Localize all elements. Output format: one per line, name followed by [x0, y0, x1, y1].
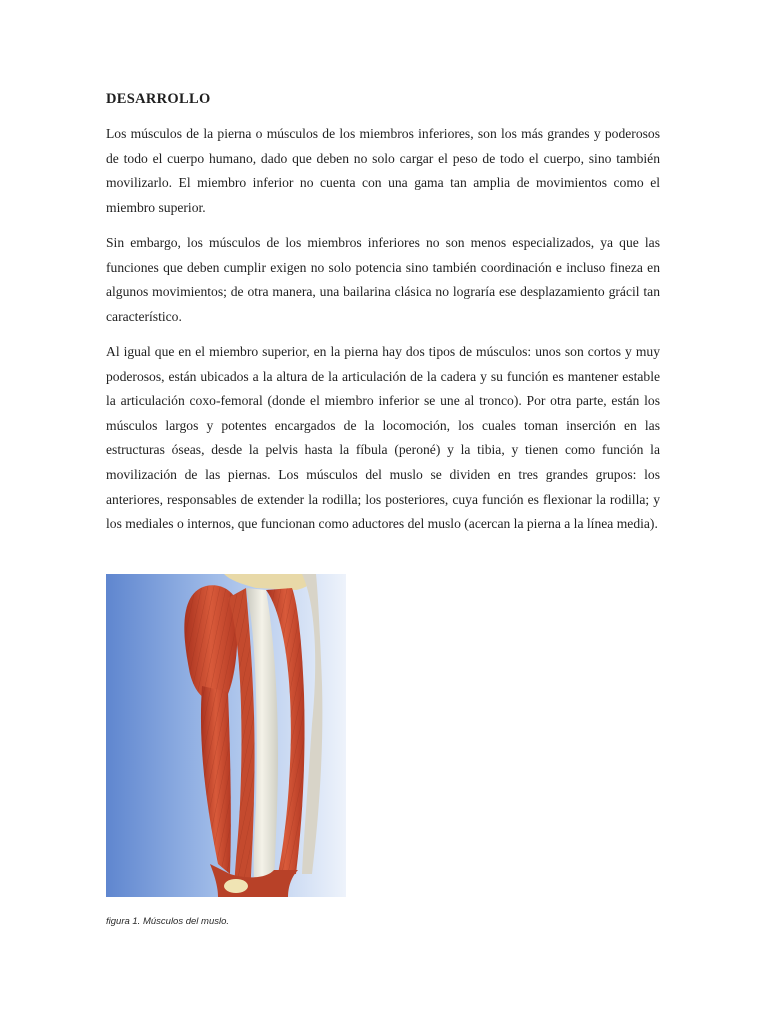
section-heading: DESARROLLO [106, 91, 211, 107]
paragraph-3: Al igual que en el miembro superior, en la pierna hay dos tipos de músculos: unos son cortos y muy poderosos, están ubicados a la altura de la articulación de la cadera y su función es mantener estable la articulación coxo-femoral (donde el miembro inferior se une al tronco). Por otra parte, están los músculos largos y potentes encargados de la locomoción, los cuales toman inserción en las estructuras óseas, desde la pelvis hasta la fíbula (peroné) y la tibia, y tienen como función la movilización de las piernas. Los músculos del muslo se dividen en tres grandes grupos: los anteriores, responsables de extender la rodilla; los posteriores, cuya función es flexionar la rodilla; y los mediales o internos, que funcionan como aductores del muslo (acercan la pierna a la línea media). [106, 344, 660, 532]
paragraph-1: Los músculos de la pierna o músculos de los miembros inferiores, son los más grandes y poderosos de todo el cuerpo humano, dado que deben no solo cargar el peso de todo el cuerpo, sino también movilizarlo. El miembro inferior no cuenta con una gama tan amplia de movimientos como el miembro superior. [106, 126, 660, 215]
thigh-muscles-illustration [106, 574, 346, 897]
paragraph-2: Sin embargo, los músculos de los miembros inferiores no son menos especializados, ya que las funciones que deben cumplir exigen no solo potencia sino también coordinación e incluso fineza en algunos movimientos; de otra manera, una bailarina clásica no lograría ese desplazamiento grácil tan característico. [106, 235, 660, 324]
figure-caption: figura 1. Músculos del muslo. [106, 916, 230, 927]
